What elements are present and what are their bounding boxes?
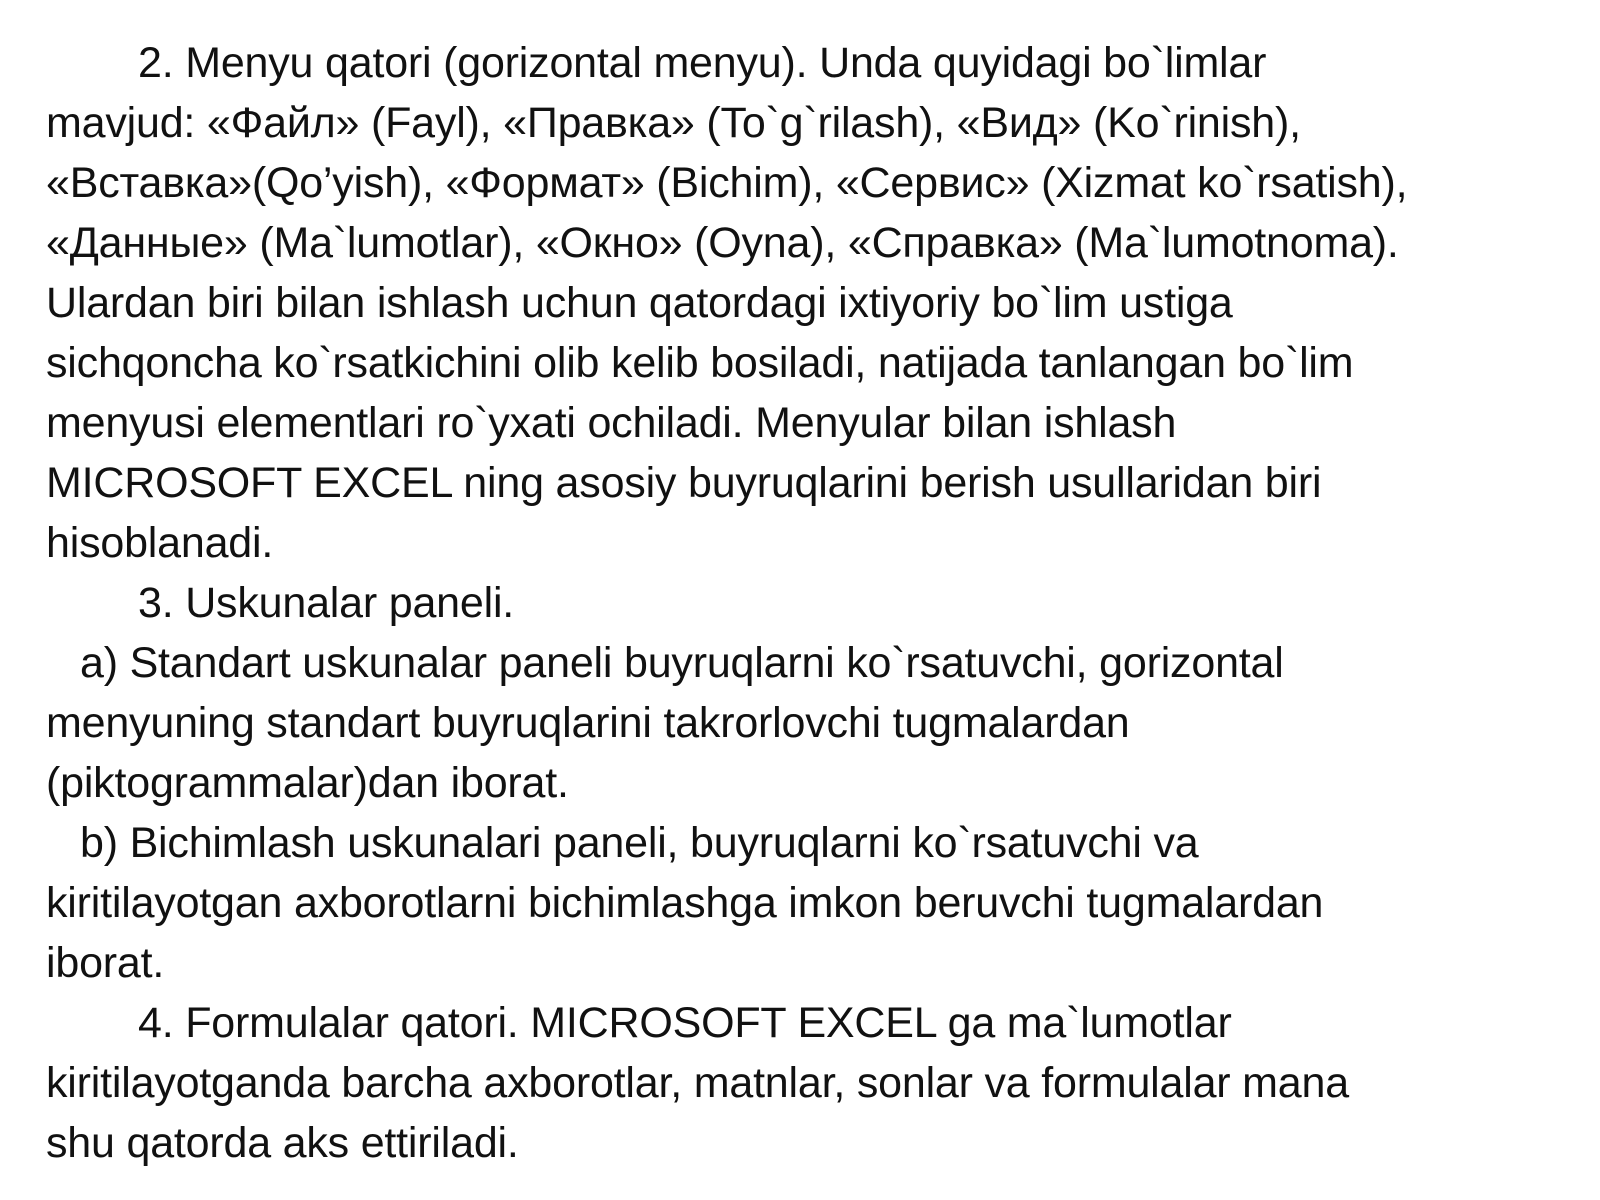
- text-line: mavjud: «Файл» (Fayl), «Правка» (To`g`rilash), «Вид» (Ko`rinish),: [46, 99, 1301, 147]
- text-line: «Вставка»(Qo’yish), «Формат» (Bichim), «Сервис» (Xizmat ko`rsatish),: [46, 159, 1408, 207]
- text-line: menyusi elementlari ro`yxati ochiladi. Menyular bilan ishlash: [46, 399, 1177, 447]
- text-line: iborat.: [46, 939, 165, 987]
- text-line: «Данные» (Ma`lumotlar), «Окно» (Oyna), «Справка» (Ma`lumotnoma).: [46, 219, 1399, 267]
- text-line: Ulardan biri bilan ishlash uchun qatordagi ixtiyoriy bo`lim ustiga: [46, 279, 1233, 327]
- text-line: kiritilayotganda barcha axborotlar, matnlar, sonlar va formulalar mana: [46, 1059, 1349, 1107]
- text-line: a) Standart uskunalar paneli buyruqlarni ko`rsatuvchi, gorizontal: [80, 639, 1284, 687]
- text-line: 2. Menyu qatori (gorizontal menyu). Unda quyidagi bo`limlar: [138, 39, 1267, 87]
- text-line: hisoblanadi.: [46, 519, 274, 567]
- text-line: sichqoncha ko`rsatkichini olib kelib bosiladi, natijada tanlangan bo`lim: [46, 339, 1354, 387]
- text-line: 3. Uskunalar paneli.: [138, 579, 515, 627]
- text-line: b) Bichimlash uskunalari paneli, buyruqlarni ko`rsatuvchi va: [80, 819, 1199, 867]
- text-line: menyuning standart buyruqlarini takrorlovchi tugmalardan: [46, 699, 1130, 747]
- text-line: 4. Formulalar qatori. MICROSOFT EXCEL ga ma`lumotlar: [138, 999, 1232, 1047]
- text-line: kiritilayotgan axborotlarni bichimlashga imkon beruvchi tugmalardan: [46, 879, 1324, 927]
- text-line: shu qatorda aks ettiriladi.: [46, 1119, 519, 1167]
- text-line: (piktogrammalar)dan iborat.: [46, 759, 569, 807]
- text-line: MICROSOFT EXCEL ning asosiy buyruqlarini berish usullaridan biri: [46, 459, 1322, 507]
